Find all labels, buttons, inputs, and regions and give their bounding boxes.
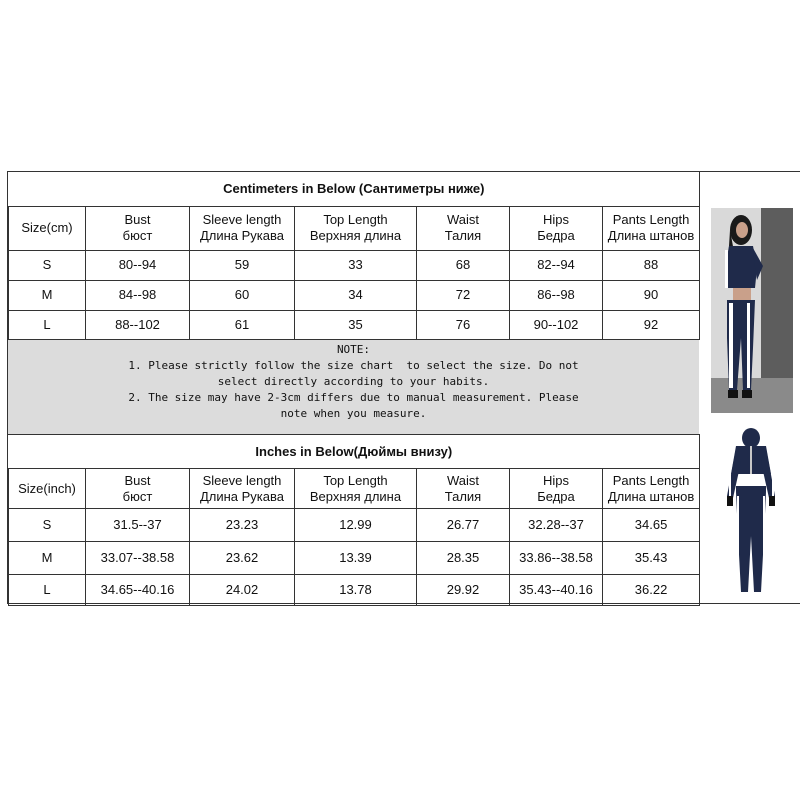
- note-line: 1. Please strictly follow the size chart to select the size. Do not: [128, 359, 579, 372]
- cell-size: S: [9, 250, 86, 280]
- size-chart: [7, 171, 800, 604]
- cell-bust: 80--94: [86, 250, 190, 280]
- cell-size: M: [9, 542, 86, 575]
- header-sleeve-length: Sleeve length Длина Рукава: [190, 206, 295, 250]
- cell-sleeve: 23.23: [190, 509, 295, 542]
- cell-hips: 86--98: [510, 280, 603, 310]
- header-waist: Waist Талия: [417, 206, 510, 250]
- cell-waist: 26.77: [417, 509, 510, 542]
- cell-waist: 76: [417, 310, 510, 339]
- header-hips: Hips Бедра: [510, 206, 603, 250]
- cell-sleeve: 60: [190, 280, 295, 310]
- note-line: note when you measure.: [280, 407, 427, 420]
- note-line: select directly according to your habits.: [217, 375, 490, 388]
- header-size: Size(cm): [9, 206, 86, 250]
- size-note: [8, 339, 699, 435]
- cell-top: 13.39: [295, 542, 417, 575]
- cell-size: M: [9, 280, 86, 310]
- table-row: [9, 575, 700, 606]
- cell-waist: 72: [417, 280, 510, 310]
- note-heading: NOTE:: [336, 343, 371, 356]
- inch-table-title: Inches in Below(Дюймы внизу): [9, 435, 700, 469]
- cell-top: 12.99: [295, 509, 417, 542]
- product-photo: [711, 426, 793, 602]
- header-bust: Bust бюст: [86, 469, 190, 509]
- inch-size-table: [8, 434, 700, 606]
- cell-pants: 92: [603, 310, 700, 339]
- cell-bust: 31.5--37: [86, 509, 190, 542]
- cell-top: 33: [295, 250, 417, 280]
- cell-hips: 35.43--40.16: [510, 575, 603, 606]
- cell-pants: 34.65: [603, 509, 700, 542]
- cell-bust: 88--102: [86, 310, 190, 339]
- header-size: Size(inch): [9, 469, 86, 509]
- cell-pants: 88: [603, 250, 700, 280]
- cell-size: S: [9, 509, 86, 542]
- header-pants-length: Pants Length Длина штанов: [603, 206, 700, 250]
- cell-pants: 90: [603, 280, 700, 310]
- header-bust: Bust бюст: [86, 206, 190, 250]
- cell-sleeve: 23.62: [190, 542, 295, 575]
- cm-size-table: [8, 172, 700, 340]
- cell-top: 13.78: [295, 575, 417, 606]
- header-top-length: Top Length Верхняя длина: [295, 206, 417, 250]
- cell-hips: 82--94: [510, 250, 603, 280]
- cell-top: 35: [295, 310, 417, 339]
- cell-top: 34: [295, 280, 417, 310]
- model-photo: [711, 208, 793, 413]
- table-row: [9, 250, 700, 280]
- cell-waist: 29.92: [417, 575, 510, 606]
- cell-waist: 28.35: [417, 542, 510, 575]
- cell-sleeve: 61: [190, 310, 295, 339]
- cell-bust: 34.65--40.16: [86, 575, 190, 606]
- cell-pants: 36.22: [603, 575, 700, 606]
- cm-table-title: Centimeters in Below (Сантиметры ниже): [9, 172, 700, 206]
- header-waist: Waist Талия: [417, 469, 510, 509]
- cell-hips: 90--102: [510, 310, 603, 339]
- header-hips: Hips Бедра: [510, 469, 603, 509]
- cell-hips: 32.28--37: [510, 509, 603, 542]
- cell-sleeve: 59: [190, 250, 295, 280]
- cell-bust: 33.07--38.58: [86, 542, 190, 575]
- table-row: [9, 509, 700, 542]
- header-top-length: Top Length Верхняя длина: [295, 469, 417, 509]
- note-line: 2. The size may have 2-3cm differs due to manual measurement. Please: [128, 391, 579, 404]
- cell-hips: 33.86--38.58: [510, 542, 603, 575]
- header-pants-length: Pants Length Длина штанов: [603, 469, 700, 509]
- table-row: [9, 280, 700, 310]
- cell-size: L: [9, 310, 86, 339]
- cell-bust: 84--98: [86, 280, 190, 310]
- cell-waist: 68: [417, 250, 510, 280]
- cell-size: L: [9, 575, 86, 606]
- header-sleeve-length: Sleeve length Длина Рукава: [190, 469, 295, 509]
- cell-pants: 35.43: [603, 542, 700, 575]
- table-row: [9, 310, 700, 339]
- table-row: [9, 542, 700, 575]
- cell-sleeve: 24.02: [190, 575, 295, 606]
